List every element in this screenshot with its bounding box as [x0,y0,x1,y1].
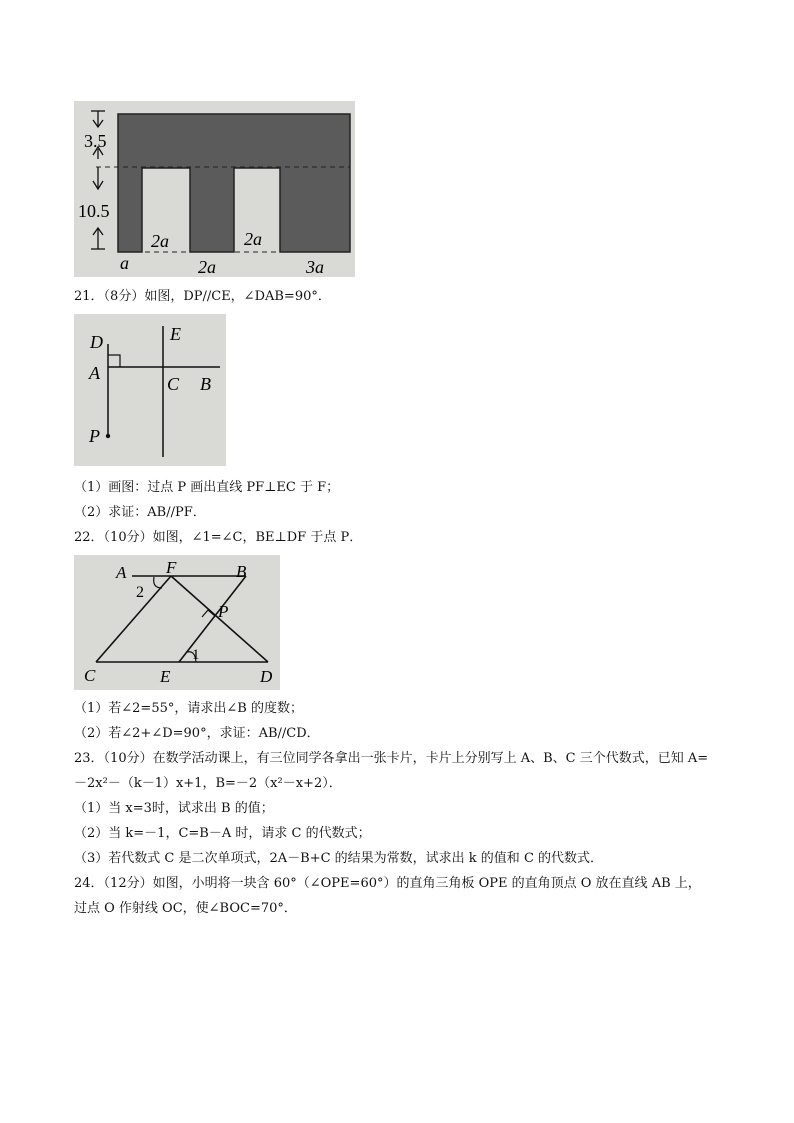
q23-part2: （2）当 k=－1，C=B－A 时，请求 C 的代数式； [74,826,371,841]
bottom-label-3a: 3a [306,257,324,277]
q23-stem-line1: 23．（10分）在数学活动课上，有三位同学各拿出一张卡片，卡片上分别写上 A、B、C 三个代数式，已知 A= [74,751,709,766]
label-A: A [89,363,100,383]
q23-part3: （3）若代数式 C 是二次单项式，2A－B+C 的结果为常数，试求出 k 的值和 C 的代数式． [74,851,604,866]
right-angle-mark [108,355,120,367]
dim-label-middle: 10.5 [78,201,110,221]
q22-stem: 22．（10分）如图，∠1=∠C，BE⊥DF 于点 P． [74,530,363,545]
label-P: P [89,426,100,446]
q22-figure-svg [74,555,280,690]
label-F: F [166,558,177,577]
dim-label-top: 3.5 [84,131,107,151]
q24-stem-line1: 24．（12分）如图，小明将一块含 60°（∠OPE=60°）的直角三角板 OPE 的直角顶点 O 放在直线 AB 上， [74,876,701,891]
label-angle-2: 2 [136,584,144,601]
label-D: D [260,667,273,686]
label-A: A [116,563,127,582]
label-angle-1: 1 [192,647,200,663]
q21-stem: 21．（8分）如图，DP//CE，∠DAB=90°． [74,289,331,304]
gap-label-1: 2a [151,231,169,251]
bottom-label-a: a [120,253,129,273]
q23-stem-line2: －2x²－（k－1）x+1，B=－2（x²－x+2）． [74,776,342,791]
q22-figure [74,555,280,690]
label-B: B [200,374,211,394]
q22-part1: （1）若∠2=55°，请求出∠B 的度数； [74,701,303,716]
label-E: E [160,667,171,686]
label-C: C [167,374,180,394]
line-fc [96,576,171,662]
q22-part2: （2）若∠2+∠D=90°，求证：AB//CD． [74,726,320,741]
bottom-label-2a: 2a [198,257,216,277]
q21-part1: （1）画图：过点 P 画出直线 PF⊥EC 于 F； [74,480,340,495]
label-B: B [236,562,247,581]
q21-figure [74,314,226,466]
q23-part1: （1）当 x=3时，试求出 B 的值； [74,801,274,816]
gap-label-2: 2a [244,229,262,249]
q21-figure-svg [74,314,226,466]
region-figure-svg [74,101,355,277]
label-D: D [90,332,103,352]
label-C: C [84,666,96,685]
q21-part2: （2）求证：AB//PF． [74,505,206,520]
region-figure [74,101,355,277]
q24-stem-line2: 过点 O 作射线 OC，使∠BOC=70°． [74,901,297,916]
point-p [106,434,110,438]
line-be [179,576,246,662]
label-P: P [218,602,229,621]
angle-2-arc [154,577,162,588]
label-E: E [170,324,181,344]
